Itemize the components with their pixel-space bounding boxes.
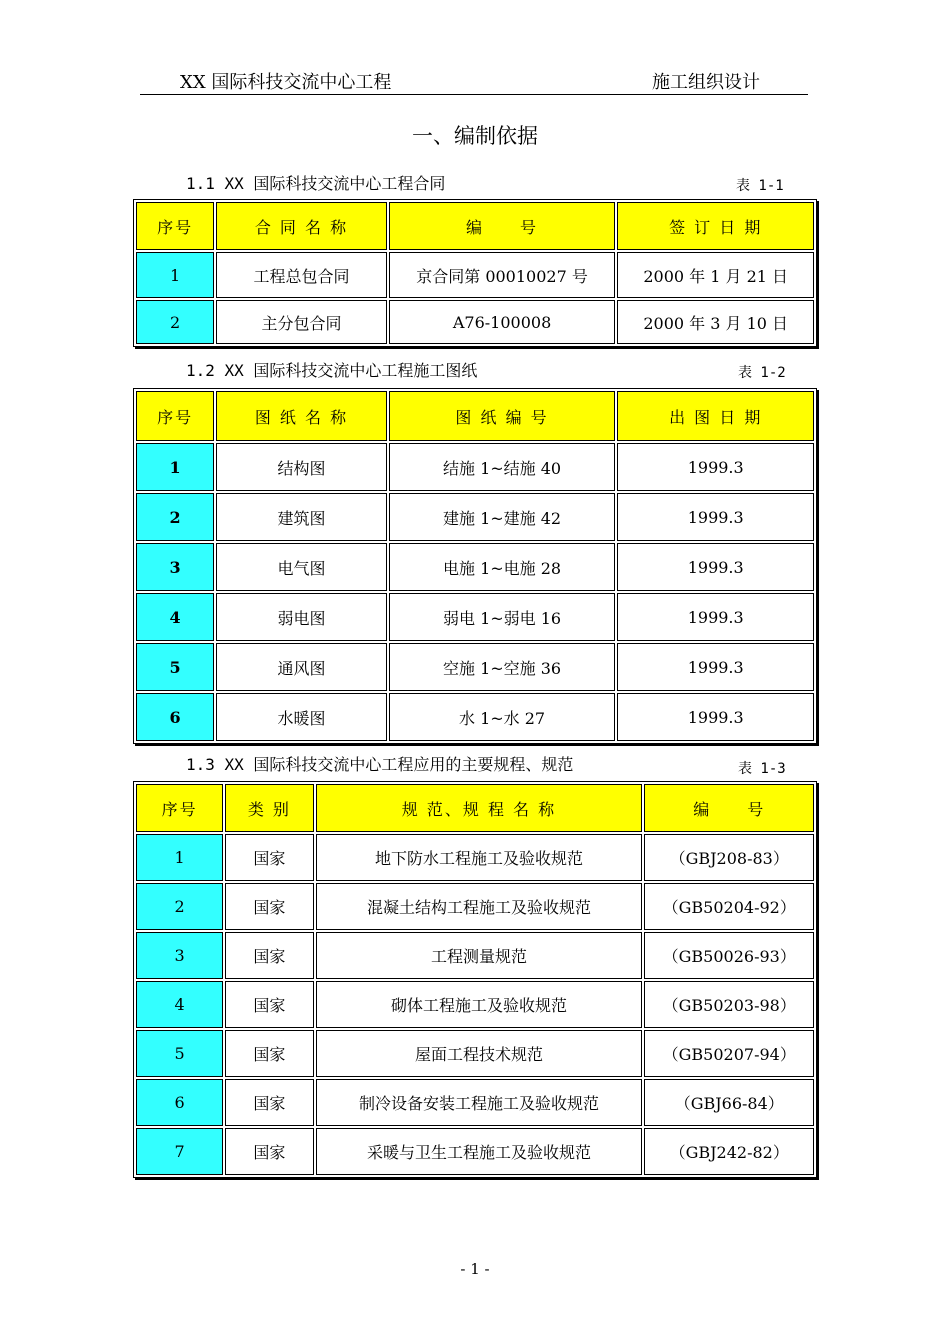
row-index: 2 [136, 300, 214, 344]
drawings-table [133, 388, 817, 744]
cell: （GB50026-93） [644, 932, 814, 979]
table-row [136, 643, 814, 691]
cell: 通风图 [216, 643, 387, 691]
cell: 建筑图 [216, 493, 387, 541]
cell: （GB50203-98） [644, 981, 814, 1028]
row-index: 2 [136, 493, 214, 541]
cell: （GBJ208-83） [644, 834, 814, 881]
cell: 1999.3 [617, 493, 814, 541]
table-row [136, 932, 814, 979]
header-cell: 图 纸 编 号 [389, 391, 616, 441]
cell: 主分包合同 [216, 300, 387, 344]
row-index: 2 [136, 883, 223, 930]
cell: 京合同第 00010027 号 [389, 252, 616, 298]
row-index: 4 [136, 593, 214, 641]
cell: A76-100008 [389, 300, 616, 344]
table-row [136, 1128, 814, 1175]
cell: 国家 [225, 932, 313, 979]
row-index: 3 [136, 932, 223, 979]
cell: 国家 [225, 1030, 313, 1077]
cell: 国家 [225, 1079, 313, 1126]
header-doc-type: 施工组织设计 [652, 72, 760, 93]
cell: 国家 [225, 981, 313, 1028]
cell: 国家 [225, 1128, 313, 1175]
cell: 水 1~水 27 [389, 693, 616, 741]
cell: 水暖图 [216, 693, 387, 741]
header-cell: 序号 [136, 391, 214, 441]
table-header-row [136, 391, 814, 441]
row-index: 4 [136, 981, 223, 1028]
cell: （GBJ66-84） [644, 1079, 814, 1126]
row-index: 3 [136, 543, 214, 591]
header-cell: 序号 [136, 784, 223, 832]
table-2-caption: 1.2 XX 国际科技交流中心工程施工图纸 [186, 361, 478, 380]
table-row [136, 493, 814, 541]
cell: 建施 1~建施 42 [389, 493, 616, 541]
page-number: - 1 - [460, 1260, 490, 1278]
table-row [136, 300, 814, 344]
cell: 制冷设备安装工程施工及验收规范 [316, 1079, 643, 1126]
table-row [136, 693, 814, 741]
cell: 电施 1~电施 28 [389, 543, 616, 591]
cell: 采暖与卫生工程施工及验收规范 [316, 1128, 643, 1175]
table-3-number: 表 1-3 [738, 761, 786, 777]
header-cell: 序号 [136, 202, 214, 250]
cell: 电气图 [216, 543, 387, 591]
section-title: 一、编制依据 [412, 124, 538, 148]
header-cell: 规 范、规 程 名 称 [316, 784, 643, 832]
header-cell: 图 纸 名 称 [216, 391, 387, 441]
table-row [136, 252, 814, 298]
cell: 结构图 [216, 443, 387, 491]
table-row [136, 543, 814, 591]
table-row [136, 834, 814, 881]
cell: 1999.3 [617, 593, 814, 641]
cell: 地下防水工程施工及验收规范 [316, 834, 643, 881]
cell: （GBJ242-82） [644, 1128, 814, 1175]
row-index: 1 [136, 834, 223, 881]
standards-table [133, 781, 817, 1178]
row-index: 6 [136, 1079, 223, 1126]
table-1-caption: 1.1 XX 国际科技交流中心工程合同 [186, 174, 446, 193]
table-header-row [136, 202, 814, 250]
header-project-name: XX 国际科技交流中心工程 [180, 72, 392, 93]
header-cell: 出 图 日 期 [617, 391, 814, 441]
table-row [136, 1079, 814, 1126]
header-cell: 签 订 日 期 [617, 202, 814, 250]
row-index: 5 [136, 1030, 223, 1077]
row-index: 5 [136, 643, 214, 691]
table-row [136, 443, 814, 491]
table-header-row [136, 784, 814, 832]
row-index: 6 [136, 693, 214, 741]
table-1-number: 表 1-1 [736, 178, 784, 194]
cell: 工程测量规范 [316, 932, 643, 979]
header-cell: 编 号 [389, 202, 616, 250]
cell: 工程总包合同 [216, 252, 387, 298]
header-cell: 合 同 名 称 [216, 202, 387, 250]
cell: 弱电图 [216, 593, 387, 641]
cell: 2000 年 1 月 21 日 [617, 252, 814, 298]
cell: 国家 [225, 883, 313, 930]
cell: 空施 1~空施 36 [389, 643, 616, 691]
cell: （GB50204-92） [644, 883, 814, 930]
header-rule [140, 94, 808, 95]
cell: 结施 1~结施 40 [389, 443, 616, 491]
cell: 混凝土结构工程施工及验收规范 [316, 883, 643, 930]
cell: 1999.3 [617, 643, 814, 691]
cell: 1999.3 [617, 693, 814, 741]
cell: 屋面工程技术规范 [316, 1030, 643, 1077]
row-index: 1 [136, 252, 214, 298]
cell: 1999.3 [617, 443, 814, 491]
table-row [136, 883, 814, 930]
row-index: 7 [136, 1128, 223, 1175]
contract-table [133, 199, 817, 347]
cell: （GB50207-94） [644, 1030, 814, 1077]
row-index: 1 [136, 443, 214, 491]
header-cell: 类 别 [225, 784, 313, 832]
table-row [136, 1030, 814, 1077]
cell: 弱电 1~弱电 16 [389, 593, 616, 641]
table-2-number: 表 1-2 [738, 365, 786, 381]
table-3-caption: 1.3 XX 国际科技交流中心工程应用的主要规程、规范 [186, 755, 574, 774]
table-row [136, 981, 814, 1028]
cell: 砌体工程施工及验收规范 [316, 981, 643, 1028]
table-row [136, 593, 814, 641]
cell: 2000 年 3 月 10 日 [617, 300, 814, 344]
cell: 国家 [225, 834, 313, 881]
header-cell: 编 号 [644, 784, 814, 832]
cell: 1999.3 [617, 543, 814, 591]
